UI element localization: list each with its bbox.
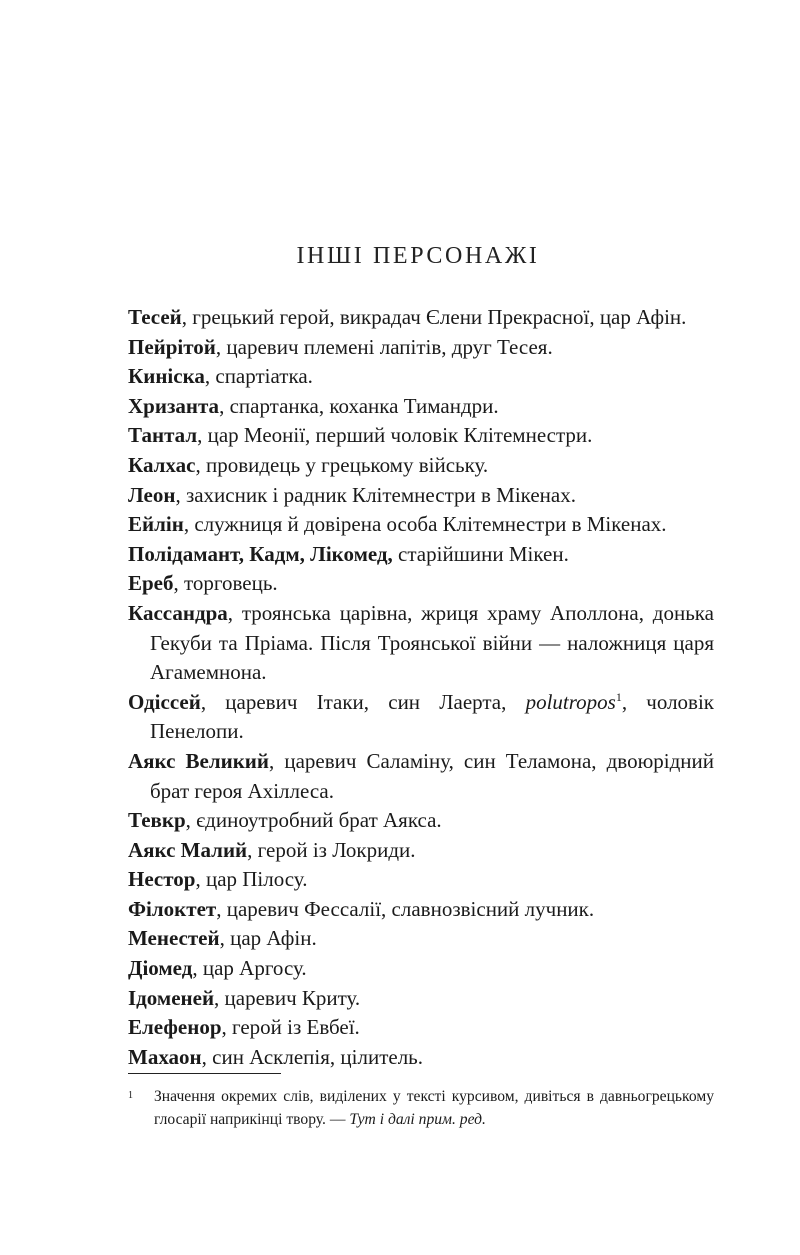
italic-term: polutropos [525,689,616,714]
character-name: Ереб [128,571,174,596]
footnote-number: 1 [128,1090,133,1101]
character-description: , царевич Криту. [214,985,361,1010]
character-entry-nestor [128,865,714,895]
character-name: Махаон [128,1044,202,1069]
character-description: , царевич Ітаки, син Лаерта, [200,689,526,714]
character-description: , грецький герой, викрадач Єлени Прекрасної, цар Афін. [181,305,687,329]
footnote-italic-text: Тут і далі прим. ред. [349,1111,486,1128]
character-name: Пейрітой [128,334,216,359]
footnote-body [154,1085,714,1131]
character-name: Менестей [128,926,220,951]
character-description: , торговець. [173,571,278,596]
character-entry-calchas [128,451,714,481]
page-title: ІНШІ ПЕРСОНАЖІ [296,243,540,269]
character-name: Полідамант, Кадм, Лікомед, [128,541,393,566]
character-entry-teseus [128,303,714,333]
character-description: , спартанка, коханка Тимандри. [219,393,499,418]
character-description: , герой із Евбеї. [221,1015,360,1040]
character-description: , служниця й довірена особа Клітемнестри в Мікенах. [183,512,667,537]
character-description: , захисник і радник Клітемнестри в Мікенах. [175,482,576,507]
character-name: Ідоменей [128,985,215,1010]
footnote [128,1085,714,1131]
character-name: Киніска [128,364,205,389]
character-name: Ейлін [128,512,184,537]
character-name: Калхас [128,452,196,477]
footnote-divider [128,1073,281,1074]
character-name: Елефенор [128,1015,222,1040]
character-name: Леон [128,482,176,507]
character-entry-elephenor [128,1013,714,1043]
character-entry-peirithous [128,333,714,363]
character-description: , єдиноутробний брат Аякса. [185,808,442,833]
character-entry-tantalus [128,421,714,451]
character-description: , цар Меонії, перший чоловік Клітемнестри. [197,423,593,448]
character-entry-teucer [128,806,714,836]
character-entry-chrysanthe [128,392,714,422]
character-entry-ajax-lesser [128,836,714,866]
character-entry-diomedes [128,954,714,984]
character-name: Аякс Великий [128,748,270,773]
character-entry-philoctetes [128,895,714,925]
character-description: , спартіатка. [204,364,313,389]
character-description: , цар Пілосу. [195,867,308,892]
character-name: Кассандра [128,600,228,625]
character-entry-ajax-great [128,747,714,806]
character-entry-odysseus [128,688,714,747]
character-list [128,303,714,1072]
character-entry-machaon [128,1043,714,1073]
character-entry-elders [128,540,714,570]
character-entry-cassandra [128,599,714,688]
character-description: , провидець у грецькому війську. [195,452,489,477]
character-description: , царевич Саламіну, син Теламона, двоюрідний брат героя Ахіллеса. [150,748,714,803]
character-entry-eilin [128,510,714,540]
character-name: Тевкр [128,808,186,833]
character-description: , царевич Фессалії, славнозвісний лучник. [216,896,595,921]
character-description: , герой із Локриди. [247,837,416,862]
character-description: старійшини Мікен. [392,541,569,566]
character-entry-idomeneus [128,984,714,1014]
character-description: , цар Аргосу. [192,956,307,981]
character-description-end: , чоловік Пенелопи. [150,689,715,744]
character-name: Тесей [128,305,182,329]
character-entry-leon [128,481,714,511]
character-name: Одіссей [128,689,201,714]
footnote-reference[interactable]: 1 [615,689,622,704]
character-description: , цар Афін. [219,926,317,951]
character-description: , царевич племені лапітів, друг Тесея. [215,334,553,359]
character-description: , син Асклепія, цілитель. [201,1044,423,1069]
character-name: Аякс Малий [128,837,248,862]
character-entry-kyniska [128,362,714,392]
character-description: , троянська царівна, жриця храму Аполлона, донька Гекуби та Пріама. Після Троянської війни — наложниця царя Агамемнона. [150,600,714,685]
character-entry-erebus [128,569,714,599]
character-name: Нестор [128,867,196,892]
character-name: Філоктет [128,896,217,921]
character-entry-menestheus [128,924,714,954]
character-name: Хризанта [128,393,220,418]
character-name: Діомед [128,956,193,981]
character-name: Тантал [128,423,198,448]
footnote-text: Значення окремих слів, виділених у тексті курсивом, дивіться в давньогрецькому глосарії наприкінці твору. — [154,1088,714,1128]
